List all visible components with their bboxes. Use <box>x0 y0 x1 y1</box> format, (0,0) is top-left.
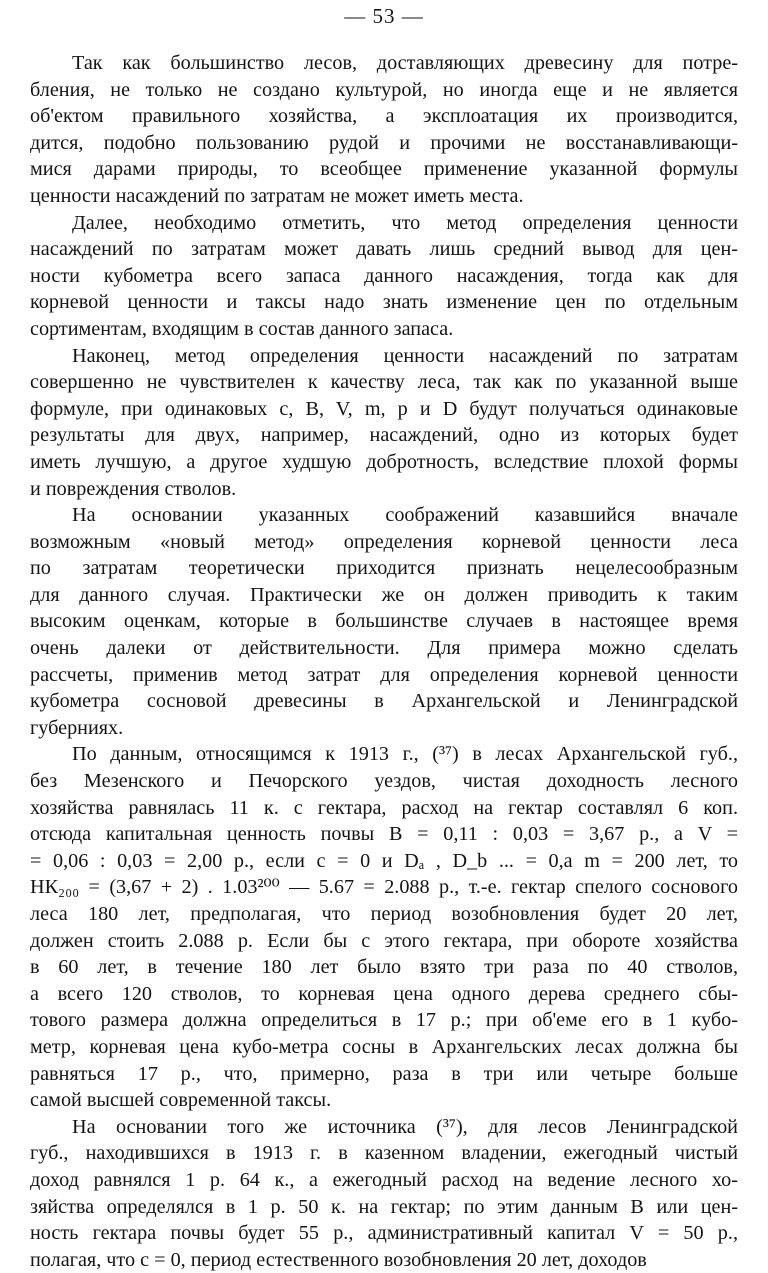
text-line: в 60 лет, в течение 180 лет было взято три раза по 40 стволов, <box>30 956 738 979</box>
paragraph <box>30 502 738 741</box>
text-line: На основании указанных соображений казавшийся вначале <box>72 504 738 527</box>
paragraph <box>30 50 738 210</box>
paragraph <box>30 343 738 503</box>
text-line: хозяйства равнялась 11 к. с гектара, расход на гектар составлял 6 коп. <box>30 796 738 819</box>
text-line: метр, корневая цена кубо-метра сосны в Архангельских лесах должна бы <box>30 1035 738 1058</box>
text-line: а всего 120 стволов, то корневая цена одного дерева среднего сбы- <box>30 982 738 1005</box>
text-line: тового размера должна определиться в 17 р.; при об'еме его в 1 кубо- <box>30 1009 738 1032</box>
text-line: губ., находившихся в 1913 г. в казенном владении, ежегодный чистый <box>30 1142 738 1165</box>
text-line: сортиментам, входящим в состав данного запаса. <box>30 317 454 340</box>
text-line: отсюда капитальная ценность почвы B = 0,11 : 0,03 = 3,67 р., а V = <box>30 823 738 846</box>
body-text <box>30 50 738 1273</box>
text-line: полагая, что c = 0, период естественного возобновления 20 лет, доходов <box>30 1248 647 1271</box>
text-line: НК₂₀₀ = (3,67 + 2) . 1.03²⁰⁰ — 5.67 = 2.088 р., т.-е. гектар спелого соснового <box>30 876 738 899</box>
text-line: по затратам теоретически приходится признать нецелесообразным <box>30 557 738 580</box>
text-line: рассчеты, применив метод затрат для определения корневой ценности <box>30 663 738 686</box>
text-line: без Мезенского и Печорского уездов, чистая доходность лесного <box>30 770 738 793</box>
text-line: леса 180 лет, предполагая, что период возобновления будет 20 лет, <box>30 903 738 925</box>
text-line: бления, не только не создано культурой, но иногда еще и не является <box>30 78 738 101</box>
paragraph <box>30 210 738 343</box>
text-line: результаты для двух, например, насаждений, одно из которых будет <box>30 424 738 447</box>
text-line: об'ектом правильного хозяйства, а эксплоатация их производится, <box>30 105 738 128</box>
paragraph <box>30 1114 738 1273</box>
text-line: доход равнялся 1 р. 64 к., а ежегодный расход на ведение лесного хо- <box>30 1168 738 1191</box>
text-line: возможным «новый метод» определения корневой ценности леса <box>30 530 738 553</box>
text-line: Далее, необходимо отметить, что метод определения ценности <box>72 211 738 234</box>
text-line: и повреждения стволов. <box>30 477 237 500</box>
text-line: = 0,06 : 0,03 = 2,00 р., если c = 0 и Dₐ , D_b ... = 0,a m = 200 лет, то <box>30 849 738 872</box>
text-line: мися дарами природы, то всеобщее применение указанной формулы <box>30 158 738 181</box>
text-line: губерниях. <box>30 716 124 739</box>
paragraph <box>30 741 738 1113</box>
text-line: насаждений по затратам может давать лишь средний вывод для цен- <box>30 238 738 261</box>
page-number: — 53 — <box>344 4 424 28</box>
text-line: кубометра сосновой древесины в Архангельской и Ленинградской <box>30 690 738 713</box>
text-line: иметь лучшую, а другое худшую добротность, вследствие плохой формы <box>30 450 738 473</box>
text-line: По данным, относящимся к 1913 г., (³⁷) в лесах Архангельской губ., <box>72 743 738 766</box>
text-line: высоким оценкам, которые в большинстве случаев в настоящее время <box>30 610 738 633</box>
text-line: самой высшей современной таксы. <box>30 1089 332 1112</box>
text-line: зяйства определялся в 1 р. 50 к. на гектар; по этим данным B или цен- <box>30 1195 738 1218</box>
text-line: должен стоить 2.088 р. Если бы с этого гектара, при обороте хозяйства <box>30 929 738 952</box>
text-line: очень далеки от действительности. Для примера можно сделать <box>30 637 738 660</box>
text-line: ности кубометра всего запаса данного насаждения, тогда как для <box>30 264 738 287</box>
text-line: равняться 17 р., что, примерно, раза в три или четыре больше <box>30 1062 738 1085</box>
text-line: Так как большинство лесов, доставляющих древесину для потре- <box>72 52 738 74</box>
text-line: совершенно не чувствителен к качеству леса, так как по указанной выше <box>30 371 738 394</box>
text-line: для данного случая. Практически же он должен приводить к таким <box>30 583 738 606</box>
text-line: ценности насаждений по затратам не может иметь места. <box>30 184 524 207</box>
text-line: Наконец, метод определения ценности насаждений по затратам <box>72 344 738 367</box>
text-line: дится, подобно пользованию рудой и прочими не восстанавливающи- <box>30 131 738 154</box>
text-line: корневой ценности и таксы надо знать изменение цен по отдельным <box>30 291 738 314</box>
text-line: формуле, при одинаковых c, B, V, m, p и D будут получаться одинаковые <box>30 397 738 420</box>
text-line: ность гектара почвы будет 55 р., административный капитал V = 50 р., <box>30 1222 738 1245</box>
text-line: На основании того же источника (³⁷), для лесов Ленинградской <box>72 1115 738 1138</box>
